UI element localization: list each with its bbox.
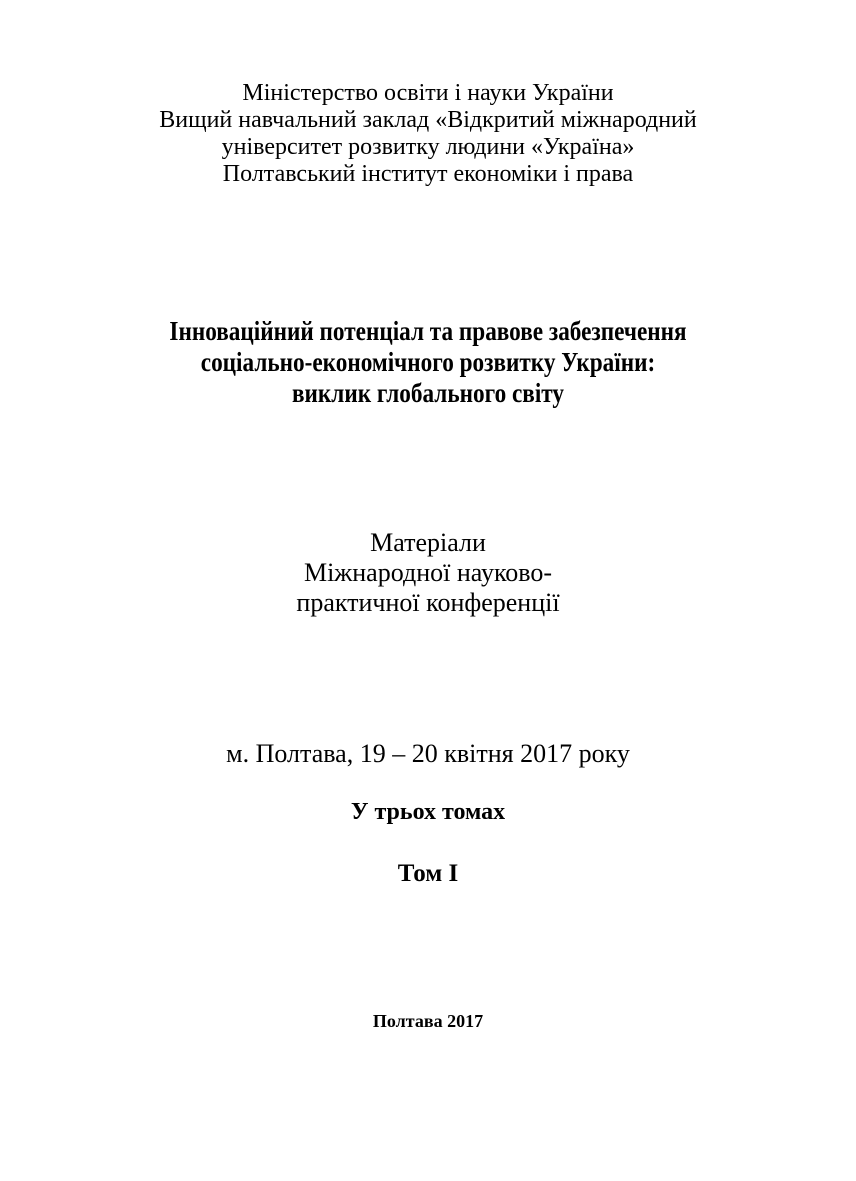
- title-line-2: соціально-економічного розвитку України:: [200, 347, 656, 377]
- materials-line-1: Матеріали: [370, 528, 486, 557]
- institution-header: [0, 80, 856, 188]
- place-date: м. Полтава, 19 – 20 квітня 2017 року: [226, 739, 630, 768]
- publication-footer: Полтава 2017: [372, 1011, 484, 1031]
- materials-line-3: практичної конференції: [296, 588, 560, 617]
- university-line-2: університет розвитку людини «Україна»: [221, 134, 635, 160]
- materials-line-2: Міжнародної науково-: [303, 558, 553, 587]
- materials-subtitle: [0, 528, 856, 618]
- institute-line: Полтавський інститут економіки і права: [222, 161, 634, 187]
- title-line-3: виклик глобального світу: [291, 378, 565, 408]
- volumes-note: У трьох томах: [350, 799, 506, 825]
- document-title: [60, 316, 796, 409]
- ministry-line: Міністерство освіти і науки України: [242, 80, 614, 106]
- university-line-1: Вищий навчальний заклад «Відкритий міжнародний: [159, 107, 697, 133]
- title-line-1: Інноваційний потенціал та правове забезпечення: [169, 316, 687, 346]
- volume-number: Том I: [397, 860, 459, 887]
